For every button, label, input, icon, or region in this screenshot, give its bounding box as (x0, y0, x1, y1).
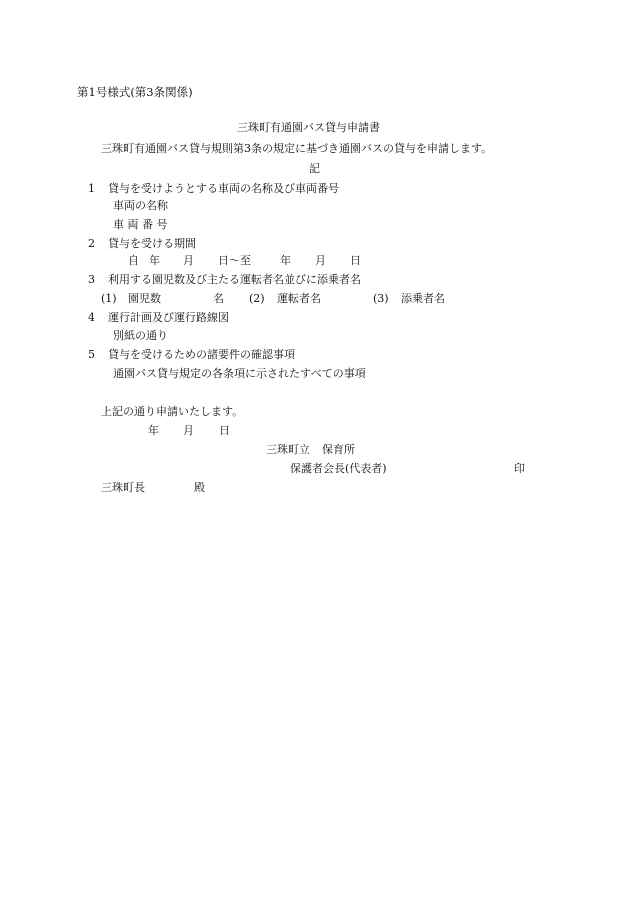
intro-text: 三珠町有通園バス貸与規則第3条の規定に基づき通園バスの貸与を申請します。 (101, 142, 493, 155)
driver-name-label: 運転者名 (277, 292, 321, 305)
children-count-unit: 名 (213, 292, 224, 305)
item-heading: 貸与を受けるための諸要件の確認事項 (108, 348, 295, 361)
children-count-label: 園児数 (128, 292, 161, 305)
item-number: 4 (88, 311, 95, 324)
requirements-text: 通園バス貸与規定の各条項に示されたすべての事項 (113, 367, 366, 380)
period-month: 月 (183, 254, 194, 267)
item-number: 5 (88, 348, 95, 361)
representative-label: 保護者会長(代表者) (290, 462, 387, 475)
item-heading: 運行計画及び運行路線図 (108, 311, 229, 324)
item-number: 3 (88, 273, 95, 286)
period-day-2: 日 (350, 254, 361, 267)
date-year: 年 (148, 424, 159, 437)
vehicle-number-label: 車 両 番 号 (113, 218, 168, 231)
item-heading: 貸与を受ける期間 (108, 237, 196, 250)
vehicle-name-label: 車両の名称 (113, 199, 168, 212)
detail-number: (3) (373, 292, 389, 305)
item-heading: 利用する園児数及び主たる運転者名並びに添乗者名 (108, 273, 361, 286)
period-year: 年 (149, 254, 160, 267)
form-number: 第1号様式(第3条関係) (77, 85, 193, 99)
ki-mark: 記 (309, 162, 320, 175)
mayor-label: 三珠町長 (101, 481, 145, 494)
item-number: 1 (88, 182, 95, 195)
item-number: 2 (88, 237, 95, 250)
period-month-2: 月 (315, 254, 326, 267)
period-year-2: 年 (280, 254, 291, 267)
detail-number: (1) (101, 292, 117, 305)
date-day: 日 (219, 424, 230, 437)
detail-number: (2) (249, 292, 265, 305)
period-from: 自 (128, 254, 139, 267)
see-attachment: 別紙の通り (113, 329, 168, 342)
item-heading: 貸与を受けようとする車両の名称及び車両番号 (108, 182, 339, 195)
honorific: 殿 (194, 481, 205, 494)
seal-mark: 印 (514, 462, 525, 475)
period-day-to: 日〜至 (218, 254, 251, 267)
document-title: 三珠町有通園バス貸与申請書 (237, 121, 380, 134)
attendant-name-label: 添乗者名 (401, 292, 445, 305)
date-month: 月 (183, 424, 194, 437)
closing-statement: 上記の通り申請いたします。 (101, 405, 244, 418)
facility-label: 保育所 (322, 443, 355, 456)
town-school-label: 三珠町立 (266, 443, 310, 456)
